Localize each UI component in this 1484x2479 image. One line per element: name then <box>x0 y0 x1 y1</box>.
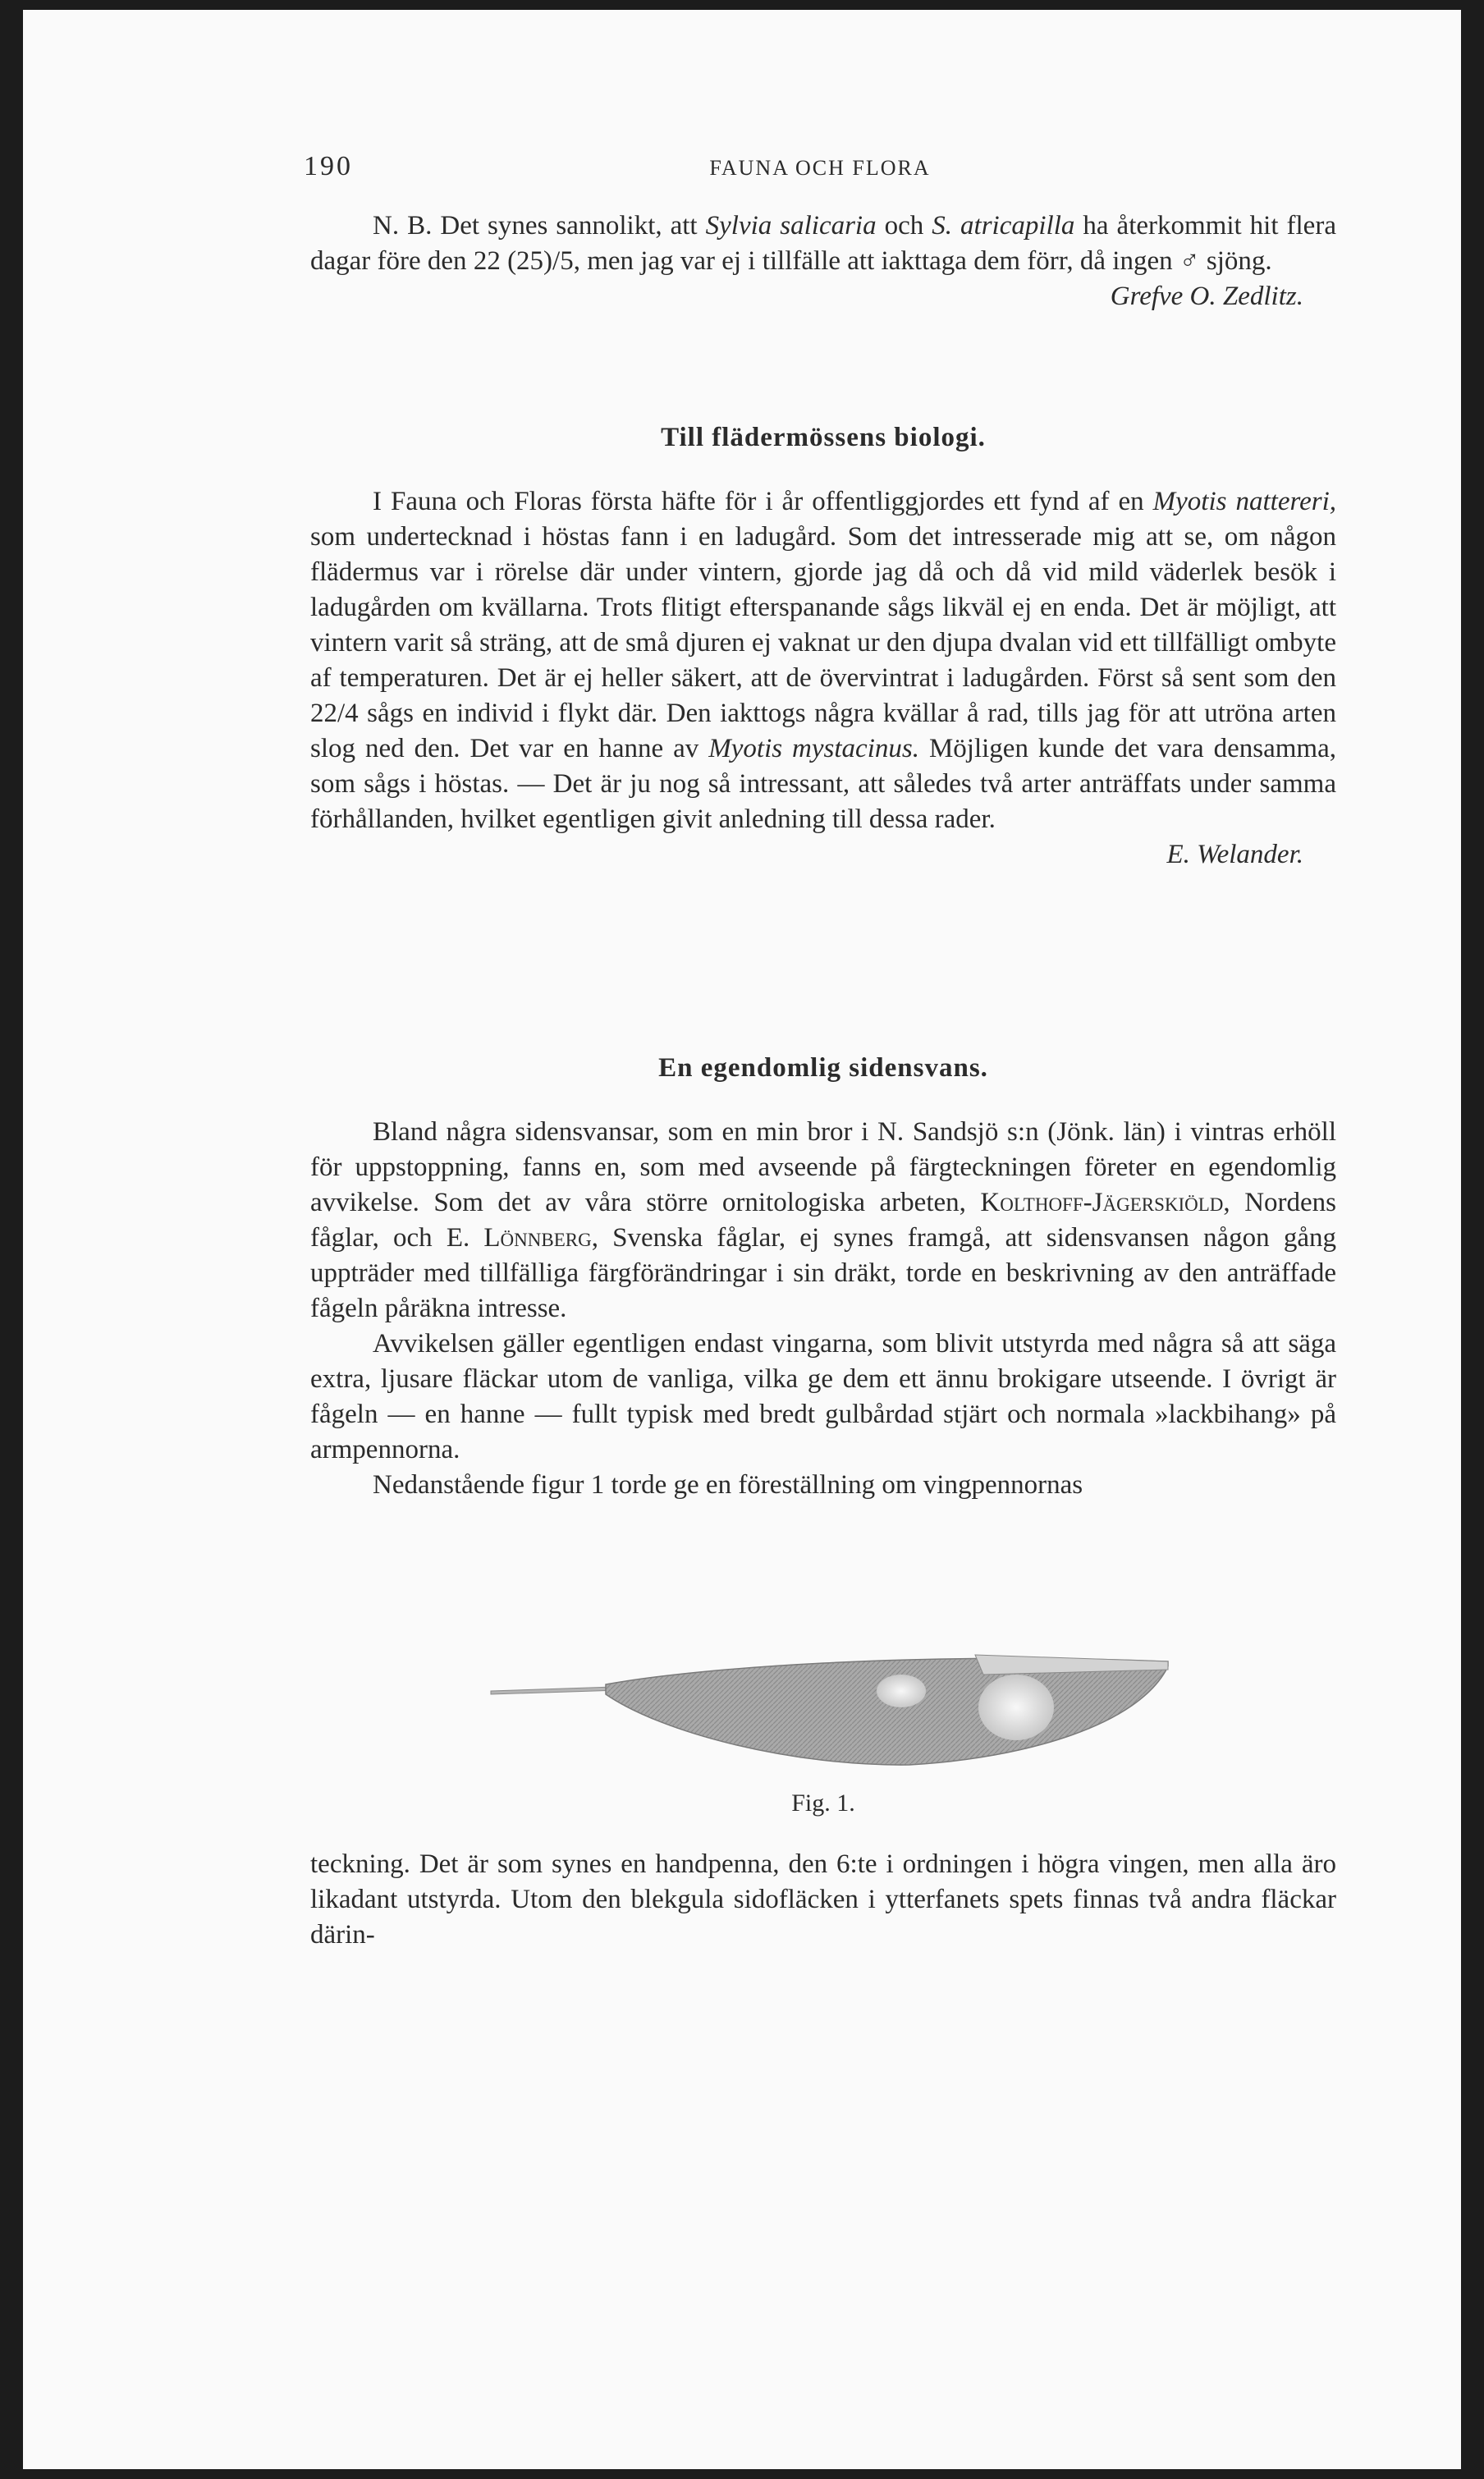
species-sylvia-salicaria: Sylvia salicaria <box>705 211 877 241</box>
bats-text-4: Möjligen kunde det vara densamma, som sågs i höstas. — Det är ju nog så intressant, att således två arter anträffats under samma förhållanden, hvilket egentligen givit anledning till dessa rader. <box>310 734 1336 834</box>
nb-date: 22 (25)/5 <box>473 246 574 276</box>
waxwing-p1-a: Bland några sidensvansar, som en min bror i N. Sandsjö s:n (Jönk. län) i vintras erhöll för uppstoppning, fanns en, som med avseende på färgteckningen företer en egendomlig avvikelse. Som det av våra större ornitologiska arbeten, <box>310 1117 1336 1217</box>
figure-caption: Fig. 1. <box>791 1789 855 1817</box>
nb-rest3: sjöng. <box>1199 246 1272 276</box>
bats-date: 22/4 <box>310 699 359 728</box>
nb-signature: Grefve O. Zedlitz. <box>1110 282 1303 311</box>
waxwing-paragraph-4: teckning. Det är som synes en handpenna, den 6:te i ordningen i högra vingen, men alla äro likadant utstyrda. Utom den blekgula sidofläcken i ytterfanets spets finnas två andra fläckar därin- <box>310 1849 1336 1950</box>
article-bats-paragraph <box>310 484 1336 837</box>
nb-rest1: ha återkommit hit flera dagar före den <box>310 211 1336 276</box>
feather-spot-small <box>877 1675 926 1707</box>
species-myotis-mystacinus: Myotis mystacinus. <box>708 734 919 763</box>
waxwing-paragraph-2: Avvikelsen gäller egentligen endast vingarna, som blivit utstyrda med några så att säga extra, ljusare fläckar utom de vanliga, vilka ge dem ett ännu brokigare utseende. I övrigt är fågeln — en hanne — fullt typisk med bredt gulbårdad stjärt och normala »lackbihang» på armpennorna. <box>310 1329 1336 1464</box>
author-lonnberg: Lönnberg <box>483 1223 592 1253</box>
waxwing-paragraph-1 <box>310 1115 1336 1327</box>
article-waxwing <box>310 1051 1336 1503</box>
running-head: FAUNA OCH FLORA <box>709 156 931 180</box>
waxwing-continuation <box>310 1847 1336 1953</box>
article-bats-title: Till flädermössens biologi. <box>661 423 986 452</box>
species-s-atricapilla: S. atricapilla <box>932 211 1075 241</box>
nb-prefix: N. B. Det synes sannolikt, att <box>373 211 706 241</box>
bats-text-2: som undertecknad i höstas fann i en ladugård. Som det intresserade mig att se, om någon flädermus var i rörelse där under vintern, gjorde jag då och då vid mild väderlek besök i ladugården om kvällarna. Trots flitigt efterspanande sågs likväl ej en enda. Det är möjligt, att vintern varit så sträng, att de små djuren ej vaknat ur den djupa dvalan vid ett tillfälligt ombyte af temperaturen. Det är ej heller säkert, att de övervintrat i ladugården. Först så sent som den <box>310 522 1336 693</box>
author-kolthoff: Kolthoff-Jägerskiöld <box>980 1188 1224 1217</box>
nb-note <box>310 208 1336 314</box>
waxwing-p1-b: , Nordens fåglar, och E. <box>310 1188 1336 1253</box>
bats-text-1: I Fauna och Floras första häfte för i år offentliggjordes ett fynd af en <box>373 487 1153 516</box>
feather-figure <box>483 1635 1180 1791</box>
page-number: 190 <box>304 151 353 181</box>
scanned-page <box>23 10 1461 2469</box>
article-waxwing-title: En egendomlig sidensvans. <box>658 1053 988 1083</box>
bats-text-3: sågs en individ i flykt där. Den iakttogs några kvällar å rad, tills jag för att utröna arten slog ned den. Det var en hanne av <box>310 699 1336 763</box>
waxwing-paragraph-3: Nedanstående figur 1 torde ge en föreställning om vingpennornas <box>373 1470 1083 1500</box>
feather-vane <box>606 1658 1168 1765</box>
species-myotis-nattereri: Myotis nattereri, <box>1152 487 1337 516</box>
feather-spot-large <box>978 1675 1054 1740</box>
page-header <box>304 151 1336 184</box>
nb-rest2: , men jag var ej i tillfälle att iakttaga dem förr, då ingen <box>573 246 1179 276</box>
male-symbol-icon: ♂ <box>1179 246 1200 276</box>
nb-paragraph <box>310 208 1336 279</box>
bats-signature: E. Welander. <box>1166 840 1303 869</box>
waxwing-p1-c: , Svenska fåglar, ej synes framgå, att sidensvansen någon gång uppträder med tillfälliga färgförändringar i sin dräkt, torde en beskrivning av den anträffade fågeln påräkna intresse. <box>310 1223 1336 1323</box>
article-bats <box>310 420 1336 873</box>
nb-mid: och <box>876 211 932 241</box>
